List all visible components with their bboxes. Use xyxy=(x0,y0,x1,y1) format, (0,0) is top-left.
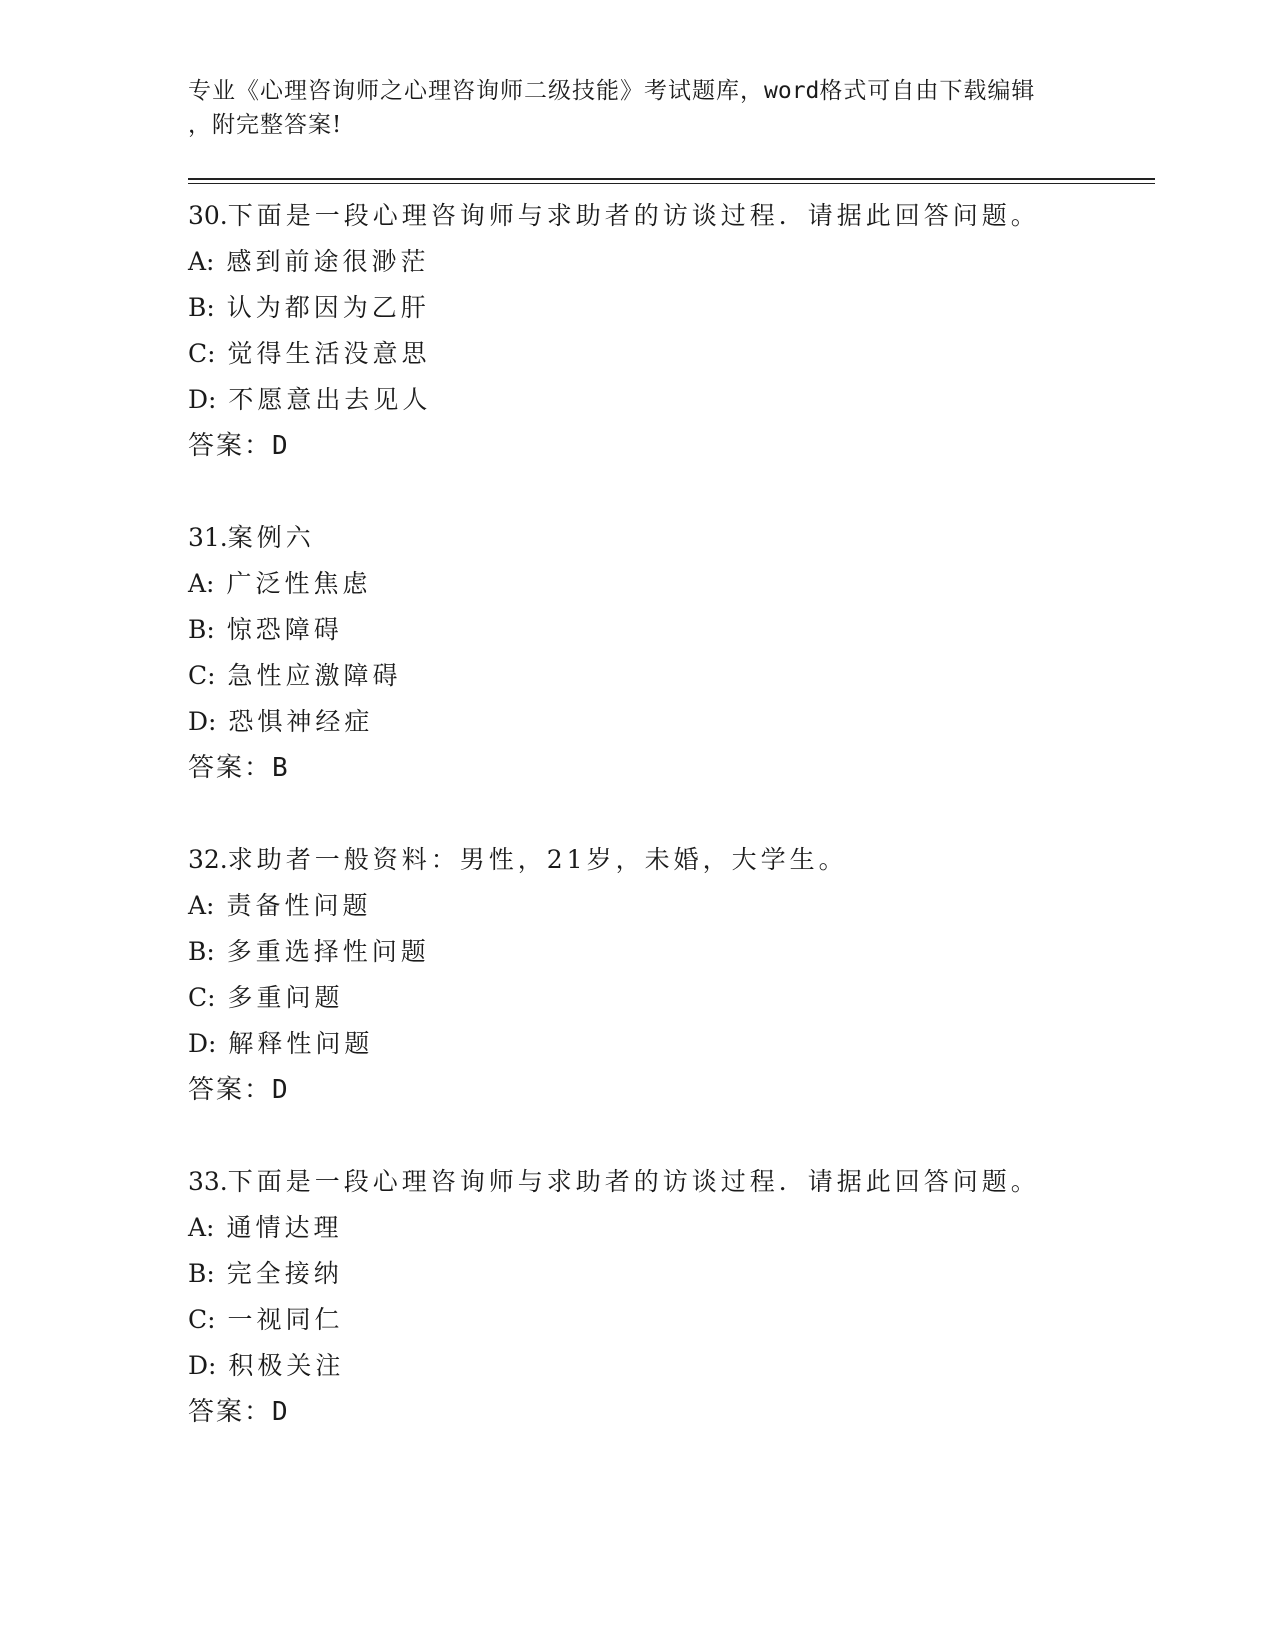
question-stem xyxy=(188,837,1158,883)
question-text: 求助者一般资料：男性，21岁，未婚，大学生。 xyxy=(227,845,848,874)
question-text: 下面是一段心理咨询师与求助者的访谈过程．请据此回答问题。 xyxy=(227,201,1040,230)
header-line-1 xyxy=(188,74,1068,108)
question-number: 31. xyxy=(188,523,228,552)
option-key: B: xyxy=(188,615,215,644)
header-word: word xyxy=(764,78,820,104)
option-key: D: xyxy=(188,1029,217,1058)
option-key: D: xyxy=(188,385,217,414)
header-text-1: 专业《心理咨询师之心理咨询师二级技能》考试题库， xyxy=(188,78,764,104)
option-key: C: xyxy=(188,661,216,690)
option-key: D: xyxy=(188,1351,217,1380)
option-key: B: xyxy=(188,293,215,322)
option-text: 积极关注 xyxy=(228,1351,345,1380)
answer-label: 答案： xyxy=(188,1397,273,1427)
option-key: A: xyxy=(188,1213,215,1242)
option-text: 完全接纳 xyxy=(226,1259,343,1288)
option-text: 多重问题 xyxy=(227,983,344,1012)
option-text: 解释性问题 xyxy=(228,1029,374,1058)
option-key: B: xyxy=(188,937,215,966)
option-text: 广泛性焦虑 xyxy=(226,569,372,598)
option-key: C: xyxy=(188,1305,216,1334)
option-key: C: xyxy=(188,983,216,1012)
option-c xyxy=(188,1297,1158,1343)
option-text: 觉得生活没意思 xyxy=(227,339,431,368)
option-d xyxy=(188,377,1158,423)
option-b xyxy=(188,285,1158,331)
option-d xyxy=(188,1021,1158,1067)
option-text: 感到前途很渺茫 xyxy=(226,247,430,276)
header-divider-thin xyxy=(188,183,1155,184)
option-b xyxy=(188,929,1158,975)
header-line-2: ，附完整答案! xyxy=(188,112,343,138)
question-number: 30. xyxy=(188,201,228,230)
option-text: 通情达理 xyxy=(226,1213,343,1242)
option-key: A: xyxy=(188,891,215,920)
question-number: 33. xyxy=(188,1167,228,1196)
answer-value: D xyxy=(272,1397,288,1427)
question-33 xyxy=(188,1159,1158,1435)
question-30 xyxy=(188,193,1158,469)
option-c xyxy=(188,653,1158,699)
answer-value: B xyxy=(272,753,288,783)
header-divider-thick xyxy=(188,178,1155,180)
option-b xyxy=(188,1251,1158,1297)
option-text: 认为都因为乙肝 xyxy=(226,293,430,322)
option-key: A: xyxy=(188,247,215,276)
option-key: D: xyxy=(188,707,217,736)
option-c xyxy=(188,331,1158,377)
header-text-2: 格式可自由下载编辑 xyxy=(819,78,1036,104)
option-key: A: xyxy=(188,569,215,598)
option-d xyxy=(188,1343,1158,1389)
option-text: 不愿意出去见人 xyxy=(228,385,432,414)
question-32 xyxy=(188,837,1158,1113)
answer-value: D xyxy=(272,1075,288,1105)
answer-label: 答案： xyxy=(188,1075,273,1105)
question-stem xyxy=(188,515,1158,561)
answer-line xyxy=(188,745,1158,791)
option-c xyxy=(188,975,1158,1021)
answer-line xyxy=(188,423,1158,469)
answer-line xyxy=(188,1067,1158,1113)
option-a xyxy=(188,883,1158,929)
question-text: 下面是一段心理咨询师与求助者的访谈过程．请据此回答问题。 xyxy=(227,1167,1040,1196)
answer-label: 答案： xyxy=(188,753,273,783)
question-stem xyxy=(188,193,1158,239)
question-list xyxy=(188,193,1158,1481)
answer-value: D xyxy=(272,431,288,461)
option-b xyxy=(188,607,1158,653)
option-text: 急性应激障碍 xyxy=(227,661,402,690)
question-text: 案例六 xyxy=(227,523,315,552)
option-text: 多重选择性问题 xyxy=(226,937,430,966)
answer-line xyxy=(188,1389,1158,1435)
option-a xyxy=(188,1205,1158,1251)
option-a xyxy=(188,561,1158,607)
option-a xyxy=(188,239,1158,285)
question-number: 32. xyxy=(188,845,228,874)
option-text: 惊恐障碍 xyxy=(226,615,343,644)
option-key: C: xyxy=(188,339,216,368)
document-header xyxy=(188,74,1068,142)
answer-label: 答案： xyxy=(188,431,273,461)
option-key: B: xyxy=(188,1259,215,1288)
question-stem xyxy=(188,1159,1158,1205)
question-31 xyxy=(188,515,1158,791)
option-text: 一视同仁 xyxy=(227,1305,344,1334)
option-d xyxy=(188,699,1158,745)
option-text: 恐惧神经症 xyxy=(228,707,374,736)
option-text: 责备性问题 xyxy=(226,891,372,920)
